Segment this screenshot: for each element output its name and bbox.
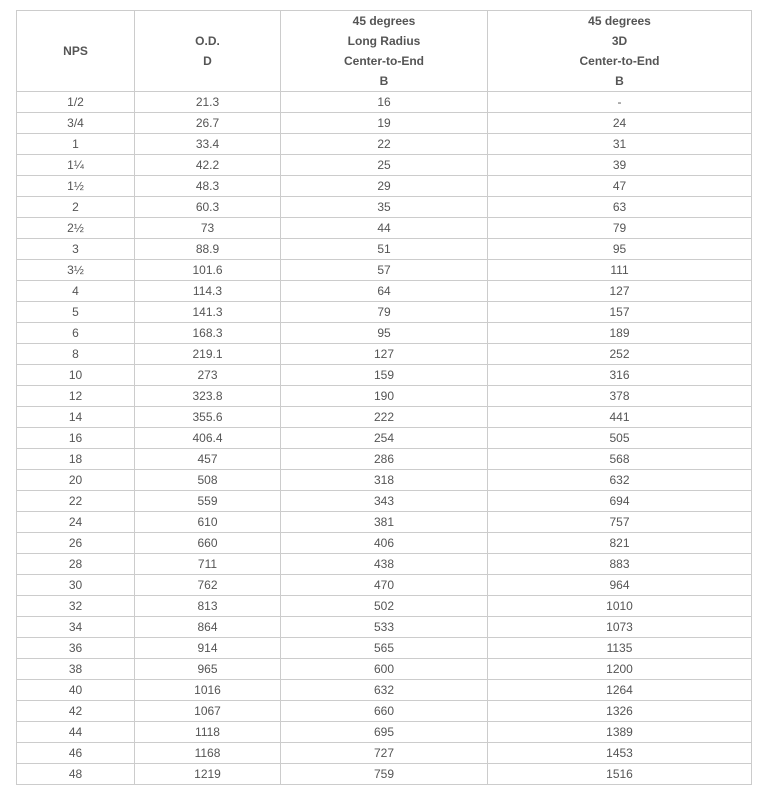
cell-long-radius-center-to-end: 318 <box>281 470 488 491</box>
cell-nps: 28 <box>17 554 135 575</box>
cell-long-radius-center-to-end: 254 <box>281 428 488 449</box>
cell-nps: 5 <box>17 302 135 323</box>
table-body <box>17 92 752 785</box>
cell-long-radius-center-to-end: 502 <box>281 596 488 617</box>
cell-nps: 38 <box>17 659 135 680</box>
cell-nps: 26 <box>17 533 135 554</box>
cell-long-radius-center-to-end: 533 <box>281 617 488 638</box>
cell-3d-center-to-end: - <box>488 92 752 113</box>
cell-nps: 20 <box>17 470 135 491</box>
cell-3d-center-to-end: 189 <box>488 323 752 344</box>
table-row <box>17 428 752 449</box>
cell-nps: 44 <box>17 722 135 743</box>
cell-od: 219.1 <box>135 344 281 365</box>
table-row <box>17 344 752 365</box>
column-header-line: B <box>379 74 389 88</box>
cell-3d-center-to-end: 883 <box>488 554 752 575</box>
cell-od: 457 <box>135 449 281 470</box>
table-row <box>17 512 752 533</box>
table-row <box>17 302 752 323</box>
cell-nps: 3½ <box>17 260 135 281</box>
table-row <box>17 197 752 218</box>
column-header-line: Center-to-End <box>344 54 424 68</box>
table-row <box>17 680 752 701</box>
cell-od: 1067 <box>135 701 281 722</box>
cell-od: 1118 <box>135 722 281 743</box>
cell-long-radius-center-to-end: 406 <box>281 533 488 554</box>
cell-3d-center-to-end: 1264 <box>488 680 752 701</box>
column-header-nps <box>17 11 135 92</box>
cell-long-radius-center-to-end: 127 <box>281 344 488 365</box>
cell-od: 711 <box>135 554 281 575</box>
cell-long-radius-center-to-end: 759 <box>281 764 488 785</box>
table-row <box>17 533 752 554</box>
cell-nps: 1¼ <box>17 155 135 176</box>
cell-long-radius-center-to-end: 35 <box>281 197 488 218</box>
table-row <box>17 638 752 659</box>
cell-3d-center-to-end: 1200 <box>488 659 752 680</box>
cell-long-radius-center-to-end: 438 <box>281 554 488 575</box>
cell-3d-center-to-end: 694 <box>488 491 752 512</box>
column-header-3d-center-to-end <box>488 11 752 92</box>
cell-od: 508 <box>135 470 281 491</box>
table-row <box>17 743 752 764</box>
cell-3d-center-to-end: 157 <box>488 302 752 323</box>
cell-3d-center-to-end: 1516 <box>488 764 752 785</box>
header-row <box>17 11 752 92</box>
cell-nps: 4 <box>17 281 135 302</box>
cell-od: 60.3 <box>135 197 281 218</box>
column-header-line: NPS <box>63 44 88 58</box>
cell-long-radius-center-to-end: 16 <box>281 92 488 113</box>
cell-long-radius-center-to-end: 600 <box>281 659 488 680</box>
cell-3d-center-to-end: 1073 <box>488 617 752 638</box>
cell-od: 762 <box>135 575 281 596</box>
cell-long-radius-center-to-end: 19 <box>281 113 488 134</box>
cell-od: 101.6 <box>135 260 281 281</box>
cell-od: 114.3 <box>135 281 281 302</box>
column-header-line: Long Radius <box>347 34 421 48</box>
cell-long-radius-center-to-end: 95 <box>281 323 488 344</box>
cell-nps: 2 <box>17 197 135 218</box>
table-header <box>17 11 752 92</box>
column-header-line: O.D. <box>195 34 220 48</box>
cell-nps: 6 <box>17 323 135 344</box>
column-header-line: 3D <box>611 34 628 48</box>
column-header-line: Center-to-End <box>579 54 660 68</box>
cell-long-radius-center-to-end: 660 <box>281 701 488 722</box>
column-header-line: D <box>203 54 212 68</box>
cell-nps: 22 <box>17 491 135 512</box>
table-row <box>17 449 752 470</box>
table-row <box>17 386 752 407</box>
cell-od: 406.4 <box>135 428 281 449</box>
cell-3d-center-to-end: 1326 <box>488 701 752 722</box>
cell-od: 864 <box>135 617 281 638</box>
cell-od: 610 <box>135 512 281 533</box>
cell-nps: 1 <box>17 134 135 155</box>
cell-nps: 2½ <box>17 218 135 239</box>
cell-long-radius-center-to-end: 51 <box>281 239 488 260</box>
cell-od: 73 <box>135 218 281 239</box>
cell-nps: 24 <box>17 512 135 533</box>
cell-long-radius-center-to-end: 222 <box>281 407 488 428</box>
cell-long-radius-center-to-end: 25 <box>281 155 488 176</box>
cell-3d-center-to-end: 1389 <box>488 722 752 743</box>
cell-od: 141.3 <box>135 302 281 323</box>
cell-nps: 30 <box>17 575 135 596</box>
cell-3d-center-to-end: 252 <box>488 344 752 365</box>
cell-long-radius-center-to-end: 190 <box>281 386 488 407</box>
cell-3d-center-to-end: 441 <box>488 407 752 428</box>
cell-3d-center-to-end: 79 <box>488 218 752 239</box>
column-header-line: B <box>615 74 624 88</box>
cell-nps: 10 <box>17 365 135 386</box>
cell-3d-center-to-end: 378 <box>488 386 752 407</box>
table-row <box>17 722 752 743</box>
table-row <box>17 155 752 176</box>
table-row <box>17 92 752 113</box>
cell-3d-center-to-end: 1453 <box>488 743 752 764</box>
cell-od: 168.3 <box>135 323 281 344</box>
cell-od: 26.7 <box>135 113 281 134</box>
cell-od: 1219 <box>135 764 281 785</box>
cell-od: 813 <box>135 596 281 617</box>
cell-od: 1168 <box>135 743 281 764</box>
cell-long-radius-center-to-end: 695 <box>281 722 488 743</box>
table-row <box>17 701 752 722</box>
cell-nps: 34 <box>17 617 135 638</box>
cell-od: 559 <box>135 491 281 512</box>
cell-long-radius-center-to-end: 64 <box>281 281 488 302</box>
cell-3d-center-to-end: 63 <box>488 197 752 218</box>
cell-od: 33.4 <box>135 134 281 155</box>
cell-nps: 36 <box>17 638 135 659</box>
cell-3d-center-to-end: 1010 <box>488 596 752 617</box>
cell-nps: 40 <box>17 680 135 701</box>
cell-long-radius-center-to-end: 381 <box>281 512 488 533</box>
table-row <box>17 764 752 785</box>
cell-3d-center-to-end: 632 <box>488 470 752 491</box>
cell-nps: 12 <box>17 386 135 407</box>
cell-nps: 1/2 <box>17 92 135 113</box>
column-header-od <box>135 11 281 92</box>
table-row <box>17 365 752 386</box>
table-row <box>17 323 752 344</box>
table-row <box>17 617 752 638</box>
cell-3d-center-to-end: 505 <box>488 428 752 449</box>
cell-nps: 42 <box>17 701 135 722</box>
cell-3d-center-to-end: 47 <box>488 176 752 197</box>
table-row <box>17 554 752 575</box>
cell-long-radius-center-to-end: 632 <box>281 680 488 701</box>
cell-od: 88.9 <box>135 239 281 260</box>
cell-3d-center-to-end: 964 <box>488 575 752 596</box>
table-row <box>17 218 752 239</box>
cell-3d-center-to-end: 1135 <box>488 638 752 659</box>
cell-3d-center-to-end: 316 <box>488 365 752 386</box>
cell-nps: 1½ <box>17 176 135 197</box>
cell-od: 914 <box>135 638 281 659</box>
cell-nps: 46 <box>17 743 135 764</box>
cell-long-radius-center-to-end: 57 <box>281 260 488 281</box>
cell-od: 21.3 <box>135 92 281 113</box>
column-header-line: 45 degrees <box>588 14 651 28</box>
column-header-long-radius-center-to-end <box>281 11 488 92</box>
cell-3d-center-to-end: 39 <box>488 155 752 176</box>
cell-long-radius-center-to-end: 79 <box>281 302 488 323</box>
table-row <box>17 491 752 512</box>
table-row <box>17 176 752 197</box>
cell-3d-center-to-end: 127 <box>488 281 752 302</box>
cell-od: 660 <box>135 533 281 554</box>
cell-nps: 48 <box>17 764 135 785</box>
cell-nps: 14 <box>17 407 135 428</box>
cell-3d-center-to-end: 757 <box>488 512 752 533</box>
cell-od: 42.2 <box>135 155 281 176</box>
cell-long-radius-center-to-end: 44 <box>281 218 488 239</box>
cell-long-radius-center-to-end: 727 <box>281 743 488 764</box>
cell-od: 323.8 <box>135 386 281 407</box>
table-row <box>17 239 752 260</box>
cell-long-radius-center-to-end: 22 <box>281 134 488 155</box>
cell-od: 355.6 <box>135 407 281 428</box>
cell-long-radius-center-to-end: 286 <box>281 449 488 470</box>
cell-nps: 3 <box>17 239 135 260</box>
cell-od: 48.3 <box>135 176 281 197</box>
cell-3d-center-to-end: 111 <box>488 260 752 281</box>
table-row <box>17 407 752 428</box>
cell-3d-center-to-end: 31 <box>488 134 752 155</box>
table-row <box>17 470 752 491</box>
cell-3d-center-to-end: 568 <box>488 449 752 470</box>
elbow-dimensions-table <box>16 10 752 785</box>
table-row <box>17 659 752 680</box>
table-row <box>17 260 752 281</box>
cell-nps: 18 <box>17 449 135 470</box>
table-row <box>17 134 752 155</box>
table-row <box>17 281 752 302</box>
table-row <box>17 596 752 617</box>
cell-od: 1016 <box>135 680 281 701</box>
table-row <box>17 575 752 596</box>
cell-nps: 32 <box>17 596 135 617</box>
cell-nps: 3/4 <box>17 113 135 134</box>
cell-od: 965 <box>135 659 281 680</box>
cell-3d-center-to-end: 24 <box>488 113 752 134</box>
cell-nps: 16 <box>17 428 135 449</box>
cell-long-radius-center-to-end: 29 <box>281 176 488 197</box>
cell-3d-center-to-end: 95 <box>488 239 752 260</box>
cell-nps: 8 <box>17 344 135 365</box>
table-row <box>17 113 752 134</box>
cell-long-radius-center-to-end: 159 <box>281 365 488 386</box>
cell-long-radius-center-to-end: 470 <box>281 575 488 596</box>
cell-3d-center-to-end: 821 <box>488 533 752 554</box>
column-header-line: 45 degrees <box>352 14 416 28</box>
cell-long-radius-center-to-end: 565 <box>281 638 488 659</box>
cell-long-radius-center-to-end: 343 <box>281 491 488 512</box>
cell-od: 273 <box>135 365 281 386</box>
